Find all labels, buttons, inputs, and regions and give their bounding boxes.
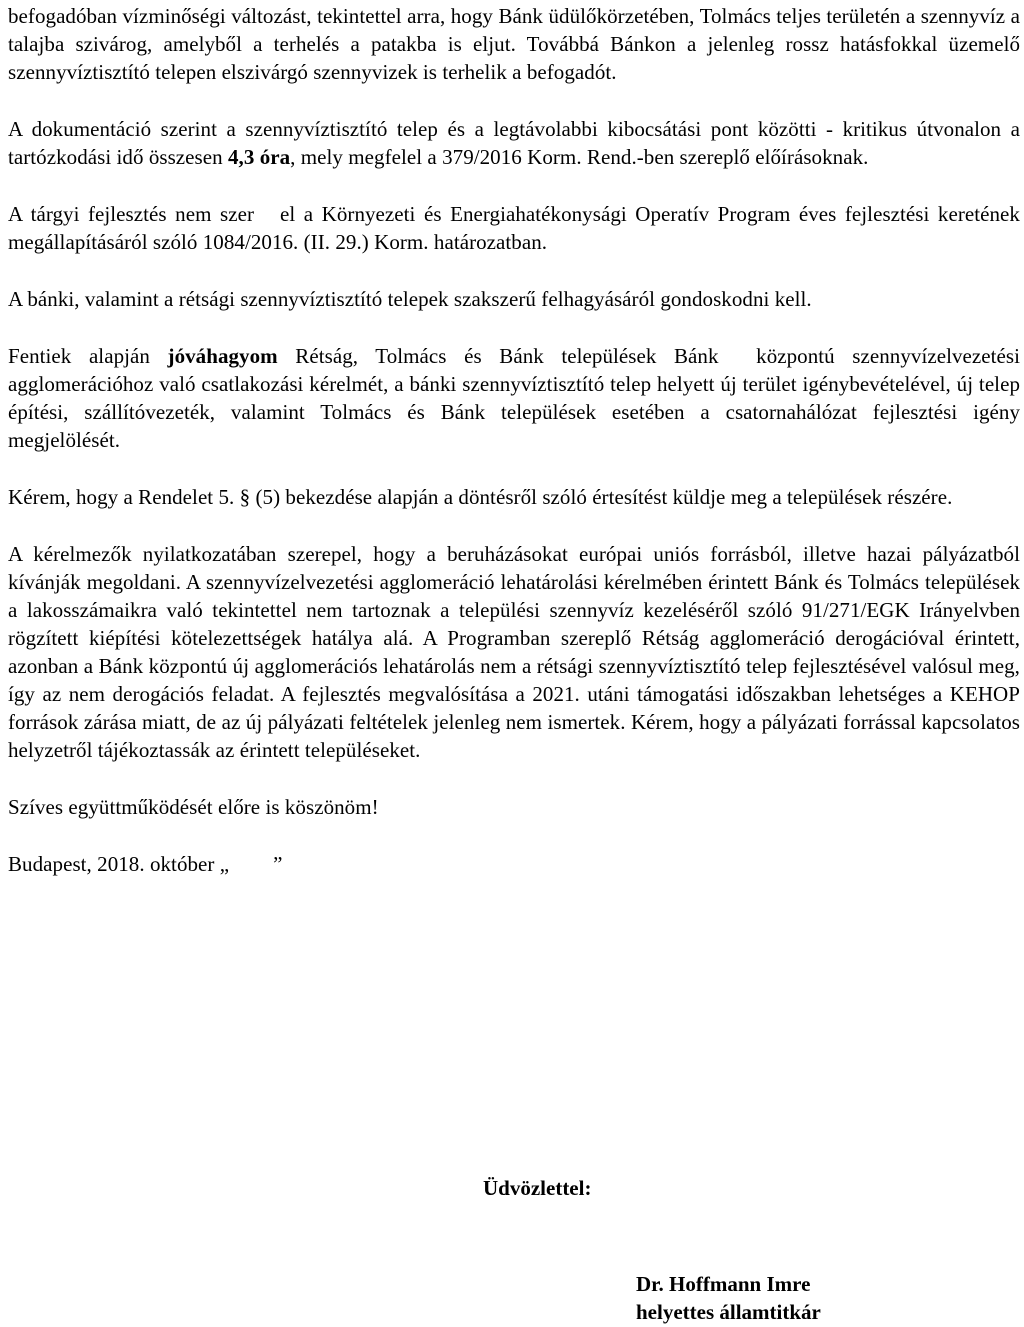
paragraph-funding: A kérelmezők nyilatkozatában szerepel, hogy a beruházásokat európai uniós forrásból, illetve hazai pályázatból kívánják megoldani. A szennyvízelvezetési agglomeráció lehatárolási kérelmében érintett Bánk és Tolmács települések a lakosszámaikra való tekintettel nem tartoznak a települési szennyvíz kezeléséről szóló 91/271/EGK Irányelvben rögzített kiépítési kötelezettségek hatálya alá. A Programban szereplő Rétság agglomeráció derogációval érintett, azonban a Bánk központú új agglomerációs lehatárolás nem a rétsági szennyvíztisztító telep fejlesztésével valósul meg, így az nem derogációs feladat. A fejlesztés megvalósítása a 2021. utáni támogatási időszakban lehetséges a KEHOP források zárása miatt, de az új pályázati feltételek jelenleg nem ismertek. Kérem, hogy a pályázati forrással kapcsolatos helyzetről tájékoztassák az érintett településeket.	[8, 542, 1020, 762]
paragraph-plant-decommission: A bánki, valamint a rétsági szennyvíztisztító telepek szakszerű felhagyásáról gondoskodni kell.	[8, 287, 812, 311]
paragraph-kehop-program	[8, 200, 1020, 256]
residence-time-value: 4,3 óra	[228, 145, 291, 169]
letter-body	[8, 2, 1020, 908]
residence-time-text-b: , mely megfelel a 379/2016 Korm. Rend.-ben szereplő előírásoknak.	[290, 145, 869, 169]
paragraph-residence-time	[8, 115, 1020, 171]
date-text: Budapest, 2018. október „	[8, 852, 230, 876]
residence-time-text-a: A dokumentáció szerint a szennyvíztisztító telep és a legtávolabbi kibocsátási pont közötti - kritikus útvonalon a tartózkodási idő összesen	[8, 117, 1020, 169]
signer-name: Dr. Hoffmann Imre	[636, 1272, 811, 1296]
date-line	[8, 850, 1020, 878]
date-close-quote: ”	[273, 852, 283, 876]
signer-title: helyettes államtitkár	[636, 1300, 821, 1324]
paragraph-approval	[8, 342, 1020, 454]
approval-text-a: Fentiek alapján	[8, 344, 168, 368]
approval-text-b: Rétság, Tolmács és Bánk települések Bánk	[277, 344, 719, 368]
kehop-text-a: A tárgyi fejlesztés nem szer	[8, 202, 254, 226]
signature-block	[636, 1270, 821, 1326]
approval-text-c: központú szennyvízelvezetési agglomerációhoz való csatlakozási kérelmét, a bánki szennyvíztisztító telep helyett új terület igénybevételével, új telep építési, szállítóvezeték, valamint Tolmács és Bánk települések esetében a csatornahálózat fejlesztési igény megjelölését.	[8, 344, 1020, 452]
paragraph-notification-request: Kérem, hogy a Rendelet 5. § (5) bekezdése alapján a döntésről szóló értesítést küldje meg a települések részére.	[8, 485, 953, 509]
approval-keyword: jóváhagyom	[167, 344, 278, 368]
paragraph-thanks: Szíves együttműködését előre is köszönöm!	[8, 795, 379, 819]
paragraph-water-quality: befogadóban vízminőségi változást, tekintettel arra, hogy Bánk üdülőkörzetében, Tolmács teljes területén a szennyvíz a talajba szivárog, amelyből a terhelés a patakba is eljut. Továbbá Bánkon a jelenleg rossz hatásfokkal üzemelő szennyvíztisztító telepen elszivárgó szennyvizek is terhelik a befogadót.	[8, 4, 1020, 84]
closing-greeting: Üdvözlettel:	[483, 1176, 592, 1200]
kehop-text-b: el a Környezeti és Energiahatékonysági Operatív Program éves fejlesztési keretének megállapításáról szóló 1084/2016. (II. 29.) Korm. határozatban.	[8, 202, 1020, 254]
